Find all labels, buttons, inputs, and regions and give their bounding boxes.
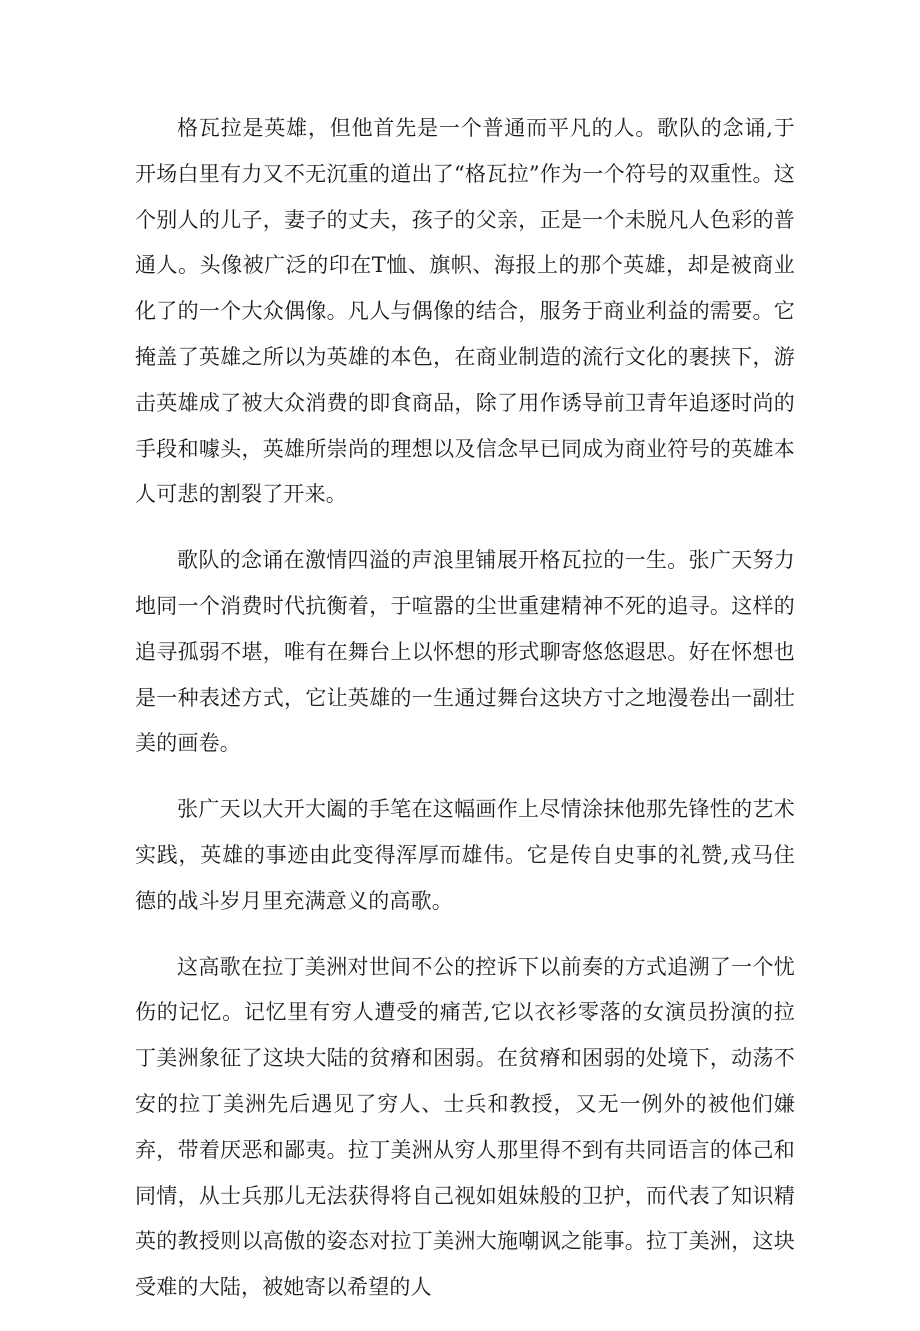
paragraph-2: 歌队的念诵在激情四溢的声浪里铺展开格瓦拉的一生。张广天努力地同一个消费时代抗衡着，于喧嚣的尘世重建精神不死的追寻。这样的追寻孤弱不堪，唯有在舞台上以怀想的形式聊寄悠悠遐思。好在怀想也是一种表述方式，它让英雄的一生通过舞台这块方寸之地漫卷出一副壮美的画卷。 bbox=[135, 548, 795, 756]
paragraph-4: 这高歌在拉丁美洲对世间不公的控诉下以前奏的方式追溯了一个忧伤的记忆。记忆里有穷人遭受的痛苦,它以衣衫零落的女演员扮演的拉丁美洲象征了这块大陆的贫瘠和困弱。在贫瘠和困弱的处境下，动荡不安的拉丁美洲先后遇见了穷人、士兵和教授，又无一例外的被他们嫌弃，带着厌恶和鄙夷。拉丁美洲从穷人那里得不到有共同语言的体己和同情，从士兵那儿无法获得将自己视如姐妹般的卫护，而代表了知识精英的教授则以高傲的姿态对拉丁美洲大施嘲讽之能事。拉丁美洲，这块受难的大陆，被她寄以希望的人 bbox=[135, 954, 795, 1300]
paragraph-1: 格瓦拉是英雄，但他首先是一个普通而平凡的人。歌队的念诵,于开场白里有力又不无沉重的道出了“格瓦拉”作为一个符号的双重性。这个别人的儿子，妻子的丈夫，孩子的父亲，正是一个未脱凡人色彩的普通人。头像被广泛的印在T恤、旗帜、海报上的那个英雄，却是被商业化了的一个大众偶像。凡人与偶像的结合，服务于商业利益的需要。它掩盖了英雄之所以为英雄的本色，在商业制造的流行文化的裹挟下，游击英雄成了被大众消费的即食商品，除了用作诱导前卫青年追逐时尚的手段和噱头，英雄所崇尚的理想以及信念早已同成为商业符号的英雄本人可悲的割裂了开来。 bbox=[135, 116, 795, 507]
document-body bbox=[135, 106, 795, 1331]
paragraph-3: 张广天以大开大阖的手笔在这幅画作上尽情涂抹他那先锋性的艺术实践，英雄的事迹由此变得浑厚而雄伟。它是传自史事的礼赞,戎马住德的战斗岁月里充满意义的高歌。 bbox=[135, 797, 795, 913]
